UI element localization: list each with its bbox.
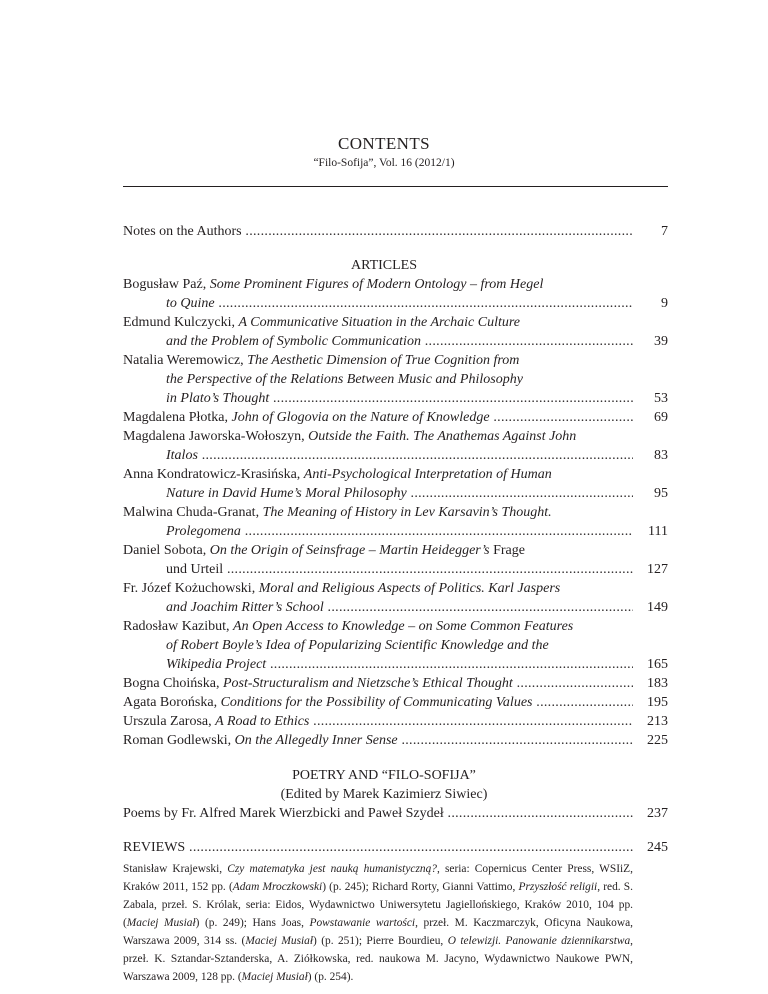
section-editor-note: (Edited by Marek Kazimierz Siwiec) bbox=[280, 787, 488, 802]
review-item[interactable]: Richard Rorty, Gianni Vattimo, Przyszłość religii, red. S. Zabala, przeł. S. Królak, seria: Eidos, Wydawnictwo Uniwersytetu Jagiellońskiego, Kraków 2010, 104 pp. (Maciej Musiał) (p. 249); bbox=[123, 881, 633, 929]
article-author: Magdalena Płotka bbox=[123, 410, 225, 425]
toc-page-number: 237 bbox=[647, 806, 668, 821]
toc-entry-label: Notes on the Authors ..... bbox=[123, 222, 633, 241]
article-author: Bogusław Paź bbox=[123, 277, 203, 292]
article-title: Post-Structuralism and Nietzsche’s Ethical Thought bbox=[222, 676, 513, 691]
article-title: The Aesthetic Dimension of True Cognition from bbox=[247, 353, 520, 368]
toc-entry-label: Poems by Fr. Alfred Marek Wierzbicki and Paweł Szydeł ..... bbox=[123, 804, 633, 823]
article-title-cont: in Plato’s Thought bbox=[166, 391, 270, 406]
toc-entry-article[interactable]: Bogna Choińska, Post-Structuralism and Nietzsche’s Ethical Thought ..... 183 bbox=[123, 674, 668, 693]
toc-page-number: 111 bbox=[648, 524, 668, 539]
toc-entry-article-cont[interactable] bbox=[123, 598, 668, 617]
toc-page-number: 165 bbox=[647, 657, 668, 672]
review-item[interactable]: Pierre Bourdieu, O telewizji. Panowanie dziennikarstwa, przeł. K. Sztandar-Sztanderska, A. Ziółkowska, red. naukowa M. Jacyno, Wydawnictwo Naukowe PWN, Warszawa 2009, 128 pp. (Maciej Musiał) (p. 254). bbox=[123, 935, 634, 983]
article-author: Radosław Kazibut bbox=[123, 619, 227, 634]
toc-page-number: 225 bbox=[647, 733, 668, 748]
toc-entry-article[interactable]: Magdalena Jaworska-Wołoszyn, Outside the Faith. The Anathemas Against John bbox=[123, 429, 577, 444]
article-author: Edmund Kulczycki bbox=[123, 315, 232, 330]
review-item[interactable]: Hans Joas, Powstawanie wartości, przeł. M. Kaczmarczyk, Oficyna Naukowa, Warszawa 2009, 314 ss. (Maciej Musiał) (p. 251); bbox=[123, 917, 633, 947]
article-title: Moral and Religious Aspects of Politics. Karl Jaspers bbox=[258, 581, 561, 596]
article-author: Anna Kondratowicz-Krasińska bbox=[123, 467, 297, 482]
article-title-cont: and Joachim Ritter’s School bbox=[166, 600, 324, 615]
toc-entry-article[interactable]: Agata Borońska, Conditions for the Possibility of Communicating Values ..... 195 bbox=[123, 693, 668, 712]
toc-entry-poems[interactable] bbox=[123, 804, 668, 823]
toc-entry-article[interactable]: Bogusław Paź, Some Prominent Figures of Modern Ontology – from Hegel bbox=[123, 277, 544, 292]
article-author: Fr. Józef Kożuchowski bbox=[123, 581, 252, 596]
toc-entry-article[interactable]: Radosław Kazibut, An Open Access to Knowledge – on Some Common Features bbox=[123, 619, 574, 634]
article-title: On the Origin of Seinsfrage – Martin Heidegger’s bbox=[209, 543, 490, 558]
article-title: John of Glogovia on the Nature of Knowledge bbox=[231, 410, 490, 425]
toc-page-number: 149 bbox=[647, 600, 668, 615]
article-author: Bogna Choińska bbox=[123, 676, 216, 691]
toc-entry-article[interactable]: Anna Kondratowicz-Krasińska, Anti-Psychological Interpretation of Human bbox=[123, 467, 552, 482]
article-title: A Communicative Situation in the Archaic Culture bbox=[238, 315, 521, 330]
article-author: Malwina Chuda-Granat bbox=[123, 505, 256, 520]
toc-entry-article[interactable]: Daniel Sobota, On the Origin of Seinsfrage – Martin Heidegger’s Frage bbox=[123, 543, 525, 558]
article-title-cont: Nature in David Hume’s Moral Philosophy bbox=[166, 486, 407, 501]
toc-entry-article[interactable]: Magdalena Płotka, John of Glogovia on the Nature of Knowledge ..... 69 bbox=[123, 408, 668, 427]
article-title-cont: of Robert Boyle’s Idea of Popularizing Scientific Knowledge and the bbox=[166, 638, 549, 653]
toc-page-number: 213 bbox=[647, 714, 668, 729]
toc-page-number: 53 bbox=[654, 391, 668, 406]
toc-page-number: 7 bbox=[661, 224, 668, 239]
article-author: Magdalena Jaworska-Wołoszyn bbox=[123, 429, 302, 444]
article-title: Conditions for the Possibility of Communicating Values bbox=[220, 695, 533, 710]
title-divider bbox=[123, 186, 668, 187]
page-title: CONTENTS bbox=[338, 134, 430, 153]
article-title: The Meaning of History in Lev Karsavin’s Thought. bbox=[262, 505, 552, 520]
article-title: On the Allegedly Inner Sense bbox=[234, 733, 398, 748]
toc-entry-article-cont[interactable] bbox=[123, 294, 668, 313]
toc-entry-article[interactable]: Edmund Kulczycki, A Communicative Situation in the Archaic Culture bbox=[123, 315, 521, 330]
toc-entry-article-cont[interactable] bbox=[123, 655, 668, 674]
toc-entry-article[interactable]: Fr. Józef Kożuchowski, Moral and Religious Aspects of Politics. Karl Jaspers bbox=[123, 581, 561, 596]
toc-entry-notes[interactable] bbox=[123, 222, 668, 241]
review-item[interactable]: Stanisław Krajewski, Czy matematyka jest nauką humanistyczną?, seria: Copernicus Center Press, WSIiZ, Kraków 2011, 152 pp. (Adam Mroczkowski) (p. 245); bbox=[123, 863, 633, 893]
toc-page-number: 83 bbox=[654, 448, 668, 463]
article-title-cont: the Perspective of the Relations Between Music and Philosophy bbox=[166, 372, 523, 387]
toc-entry-article[interactable]: Roman Godlewski, On the Allegedly Inner Sense ..... 225 bbox=[123, 731, 668, 750]
article-title: Anti-Psychological Interpretation of Human bbox=[303, 467, 552, 482]
article-title-cont: Italos bbox=[166, 448, 198, 463]
toc-entry-article-cont[interactable] bbox=[123, 389, 668, 408]
article-author: Daniel Sobota bbox=[123, 543, 203, 558]
toc-entry-article-cont[interactable] bbox=[123, 560, 668, 579]
article-title-cont: Wikipedia Project bbox=[166, 657, 267, 672]
article-title: Outside the Faith. The Anathemas Against John bbox=[308, 429, 577, 444]
toc-entry-reviews[interactable] bbox=[123, 838, 668, 857]
article-title-cont: und Urteil bbox=[166, 562, 224, 577]
toc-page-number: 39 bbox=[654, 334, 668, 349]
toc-page-number: 95 bbox=[654, 486, 668, 501]
article-title: A Road to Ethics bbox=[215, 714, 310, 729]
toc-entry-article-cont[interactable] bbox=[123, 522, 668, 541]
article-title: An Open Access to Knowledge – on Some Common Features bbox=[233, 619, 574, 634]
journal-subtitle: “Filo-Sofija”, Vol. 16 (2012/1) bbox=[313, 157, 455, 169]
toc-page-number: 9 bbox=[661, 296, 668, 311]
article-author: Agata Borońska bbox=[123, 695, 214, 710]
toc-entry-article-cont[interactable] bbox=[123, 636, 668, 655]
section-heading-reviews: REVIEWS ..... bbox=[123, 838, 633, 857]
toc-page-number: 195 bbox=[647, 695, 668, 710]
section-heading-poetry: POETRY AND “FILO-SOFIJA” bbox=[292, 768, 476, 783]
toc-entry-article[interactable]: Natalia Weremowicz, The Aesthetic Dimension of True Cognition from bbox=[123, 353, 520, 368]
reviews-list bbox=[123, 860, 633, 986]
section-heading-articles: ARTICLES bbox=[350, 258, 418, 273]
article-author: Urszula Zarosa bbox=[123, 714, 209, 729]
toc-entry-article[interactable]: Urszula Zarosa, A Road to Ethics ..... 213 bbox=[123, 712, 668, 731]
article-title: Some Prominent Figures of Modern Ontology – from Hegel bbox=[209, 277, 544, 292]
toc-page-number: 127 bbox=[647, 562, 668, 577]
toc-page-number: 69 bbox=[654, 410, 668, 425]
article-title-cont: and the Problem of Symbolic Communication bbox=[166, 334, 421, 349]
toc-entry-article[interactable]: Malwina Chuda-Granat, The Meaning of History in Lev Karsavin’s Thought. bbox=[123, 505, 552, 520]
toc-entry-article-cont[interactable] bbox=[123, 446, 668, 465]
toc-entry-article-cont[interactable] bbox=[123, 370, 668, 389]
toc-page-number: 245 bbox=[647, 840, 668, 855]
article-author: Natalia Weremowicz bbox=[123, 353, 241, 368]
article-title-cont: to Quine bbox=[166, 296, 215, 311]
toc-entry-article-cont[interactable] bbox=[123, 484, 668, 503]
toc-entry-article-cont[interactable] bbox=[123, 332, 668, 351]
article-title-cont: Prolegomena bbox=[166, 524, 241, 539]
article-author: Roman Godlewski bbox=[123, 733, 228, 748]
toc-page-number: 183 bbox=[647, 676, 668, 691]
